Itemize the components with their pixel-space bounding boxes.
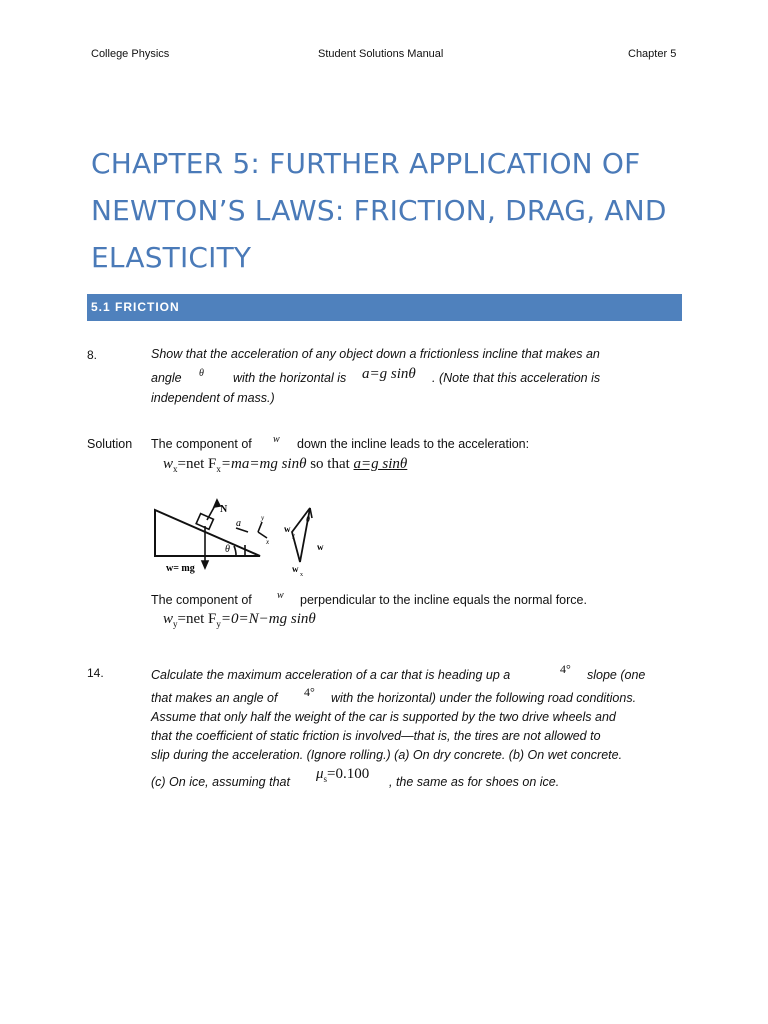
problem-text: . (Note that this acceleration is bbox=[432, 371, 601, 385]
equation bbox=[163, 456, 407, 474]
mu-equation bbox=[316, 766, 369, 784]
solution-text: The component of bbox=[151, 593, 252, 607]
header-right: Chapter 5 bbox=[628, 48, 677, 60]
problem-text: angle bbox=[151, 371, 182, 385]
theta-symbol: θ bbox=[199, 368, 204, 379]
eq-var: w bbox=[163, 456, 174, 472]
eq-part: =net F bbox=[177, 611, 217, 627]
solution-text: perpendicular to the incline equals the normal force. bbox=[300, 593, 587, 607]
label-wy: w bbox=[284, 524, 291, 534]
eq-part: =ma=mg sinθ bbox=[220, 456, 307, 472]
degree-value: 4° bbox=[560, 662, 571, 676]
problem-text: Calculate the maximum acceleration of a car that is heading up a bbox=[151, 668, 511, 682]
eq-sub: y bbox=[216, 619, 221, 629]
eq-part: =0=N−mg sinθ bbox=[220, 611, 316, 627]
chapter-title-line: NEWTON’S LAWS: FRICTION, DRAG, AND bbox=[91, 194, 667, 227]
problem-text: that the coefficient of static friction is involved—that is, the tires are not allowed to bbox=[151, 729, 601, 743]
problem-text: that makes an angle of bbox=[151, 691, 278, 705]
solution-text: The component of bbox=[151, 437, 252, 451]
degree-value: 4° bbox=[304, 685, 315, 699]
problem-number: 14. bbox=[87, 666, 104, 680]
chapter-title-line: CHAPTER 5: FURTHER APPLICATION OF bbox=[91, 147, 641, 180]
label-theta: θ bbox=[225, 544, 230, 555]
mu-sub: s bbox=[323, 774, 328, 784]
problem-number: 8. bbox=[87, 348, 98, 362]
eq-sub: x bbox=[173, 464, 178, 474]
section-heading-bar bbox=[87, 294, 682, 321]
label-N: N bbox=[220, 504, 228, 515]
eq-sub: x bbox=[216, 464, 221, 474]
w-symbol: w bbox=[277, 590, 284, 601]
angle-arc bbox=[234, 546, 236, 556]
problem-text: with the horizontal) under the following road conditions. bbox=[331, 691, 637, 705]
incline-diagram bbox=[150, 498, 350, 580]
label-w-mg: w= mg bbox=[166, 563, 195, 574]
mu-symbol: μ bbox=[316, 766, 324, 782]
problem-text: slope (one bbox=[587, 668, 646, 682]
problem-text: Show that the acceleration of any object down a frictionless incline that makes an bbox=[151, 347, 600, 361]
section-heading: 5.1 FRICTION bbox=[91, 300, 180, 314]
equation: a=g sinθ bbox=[362, 366, 416, 382]
w-symbol: w bbox=[273, 434, 280, 445]
problem-text: Assume that only half the weight of the car is supported by the two drive wheels and bbox=[151, 710, 616, 724]
problem-text: (c) On ice, assuming that bbox=[151, 775, 290, 789]
weight-arrowhead bbox=[202, 561, 208, 568]
y-axis bbox=[258, 522, 262, 532]
chapter-title-line: ELASTICITY bbox=[91, 241, 252, 274]
equation bbox=[163, 611, 316, 629]
label-wx: w bbox=[292, 564, 299, 574]
problem-text: , the same as for shoes on ice. bbox=[389, 775, 560, 789]
mu-value: =0.100 bbox=[327, 766, 370, 782]
label-x: x bbox=[266, 538, 270, 546]
chapter-title bbox=[91, 140, 691, 281]
problem-text: independent of mass.) bbox=[151, 391, 275, 405]
eq-part: so that bbox=[310, 456, 350, 472]
label-wx-sub: x bbox=[300, 572, 303, 578]
w-line bbox=[310, 508, 312, 518]
problem-text: slip during the acceleration. (Ignore rolling.) (a) On dry concrete. (b) On wet concrete. bbox=[151, 748, 623, 762]
label-w: w bbox=[317, 542, 324, 552]
problem-text: with the horizontal is bbox=[233, 371, 347, 385]
label-wy-sub: y bbox=[292, 533, 295, 539]
label-y: y bbox=[261, 514, 265, 522]
header-left: College Physics bbox=[91, 48, 170, 60]
solution-text: down the incline leads to the acceleration: bbox=[297, 437, 530, 451]
eq-sub: y bbox=[173, 619, 178, 629]
header-center: Student Solutions Manual bbox=[318, 48, 444, 60]
eq-result: a=g sinθ bbox=[353, 456, 408, 472]
eq-part: =net F bbox=[177, 456, 217, 472]
eq-var: w bbox=[163, 611, 174, 627]
solution-label: Solution bbox=[87, 437, 133, 451]
label-theta2: θ bbox=[306, 515, 310, 524]
label-a: a bbox=[236, 518, 241, 529]
